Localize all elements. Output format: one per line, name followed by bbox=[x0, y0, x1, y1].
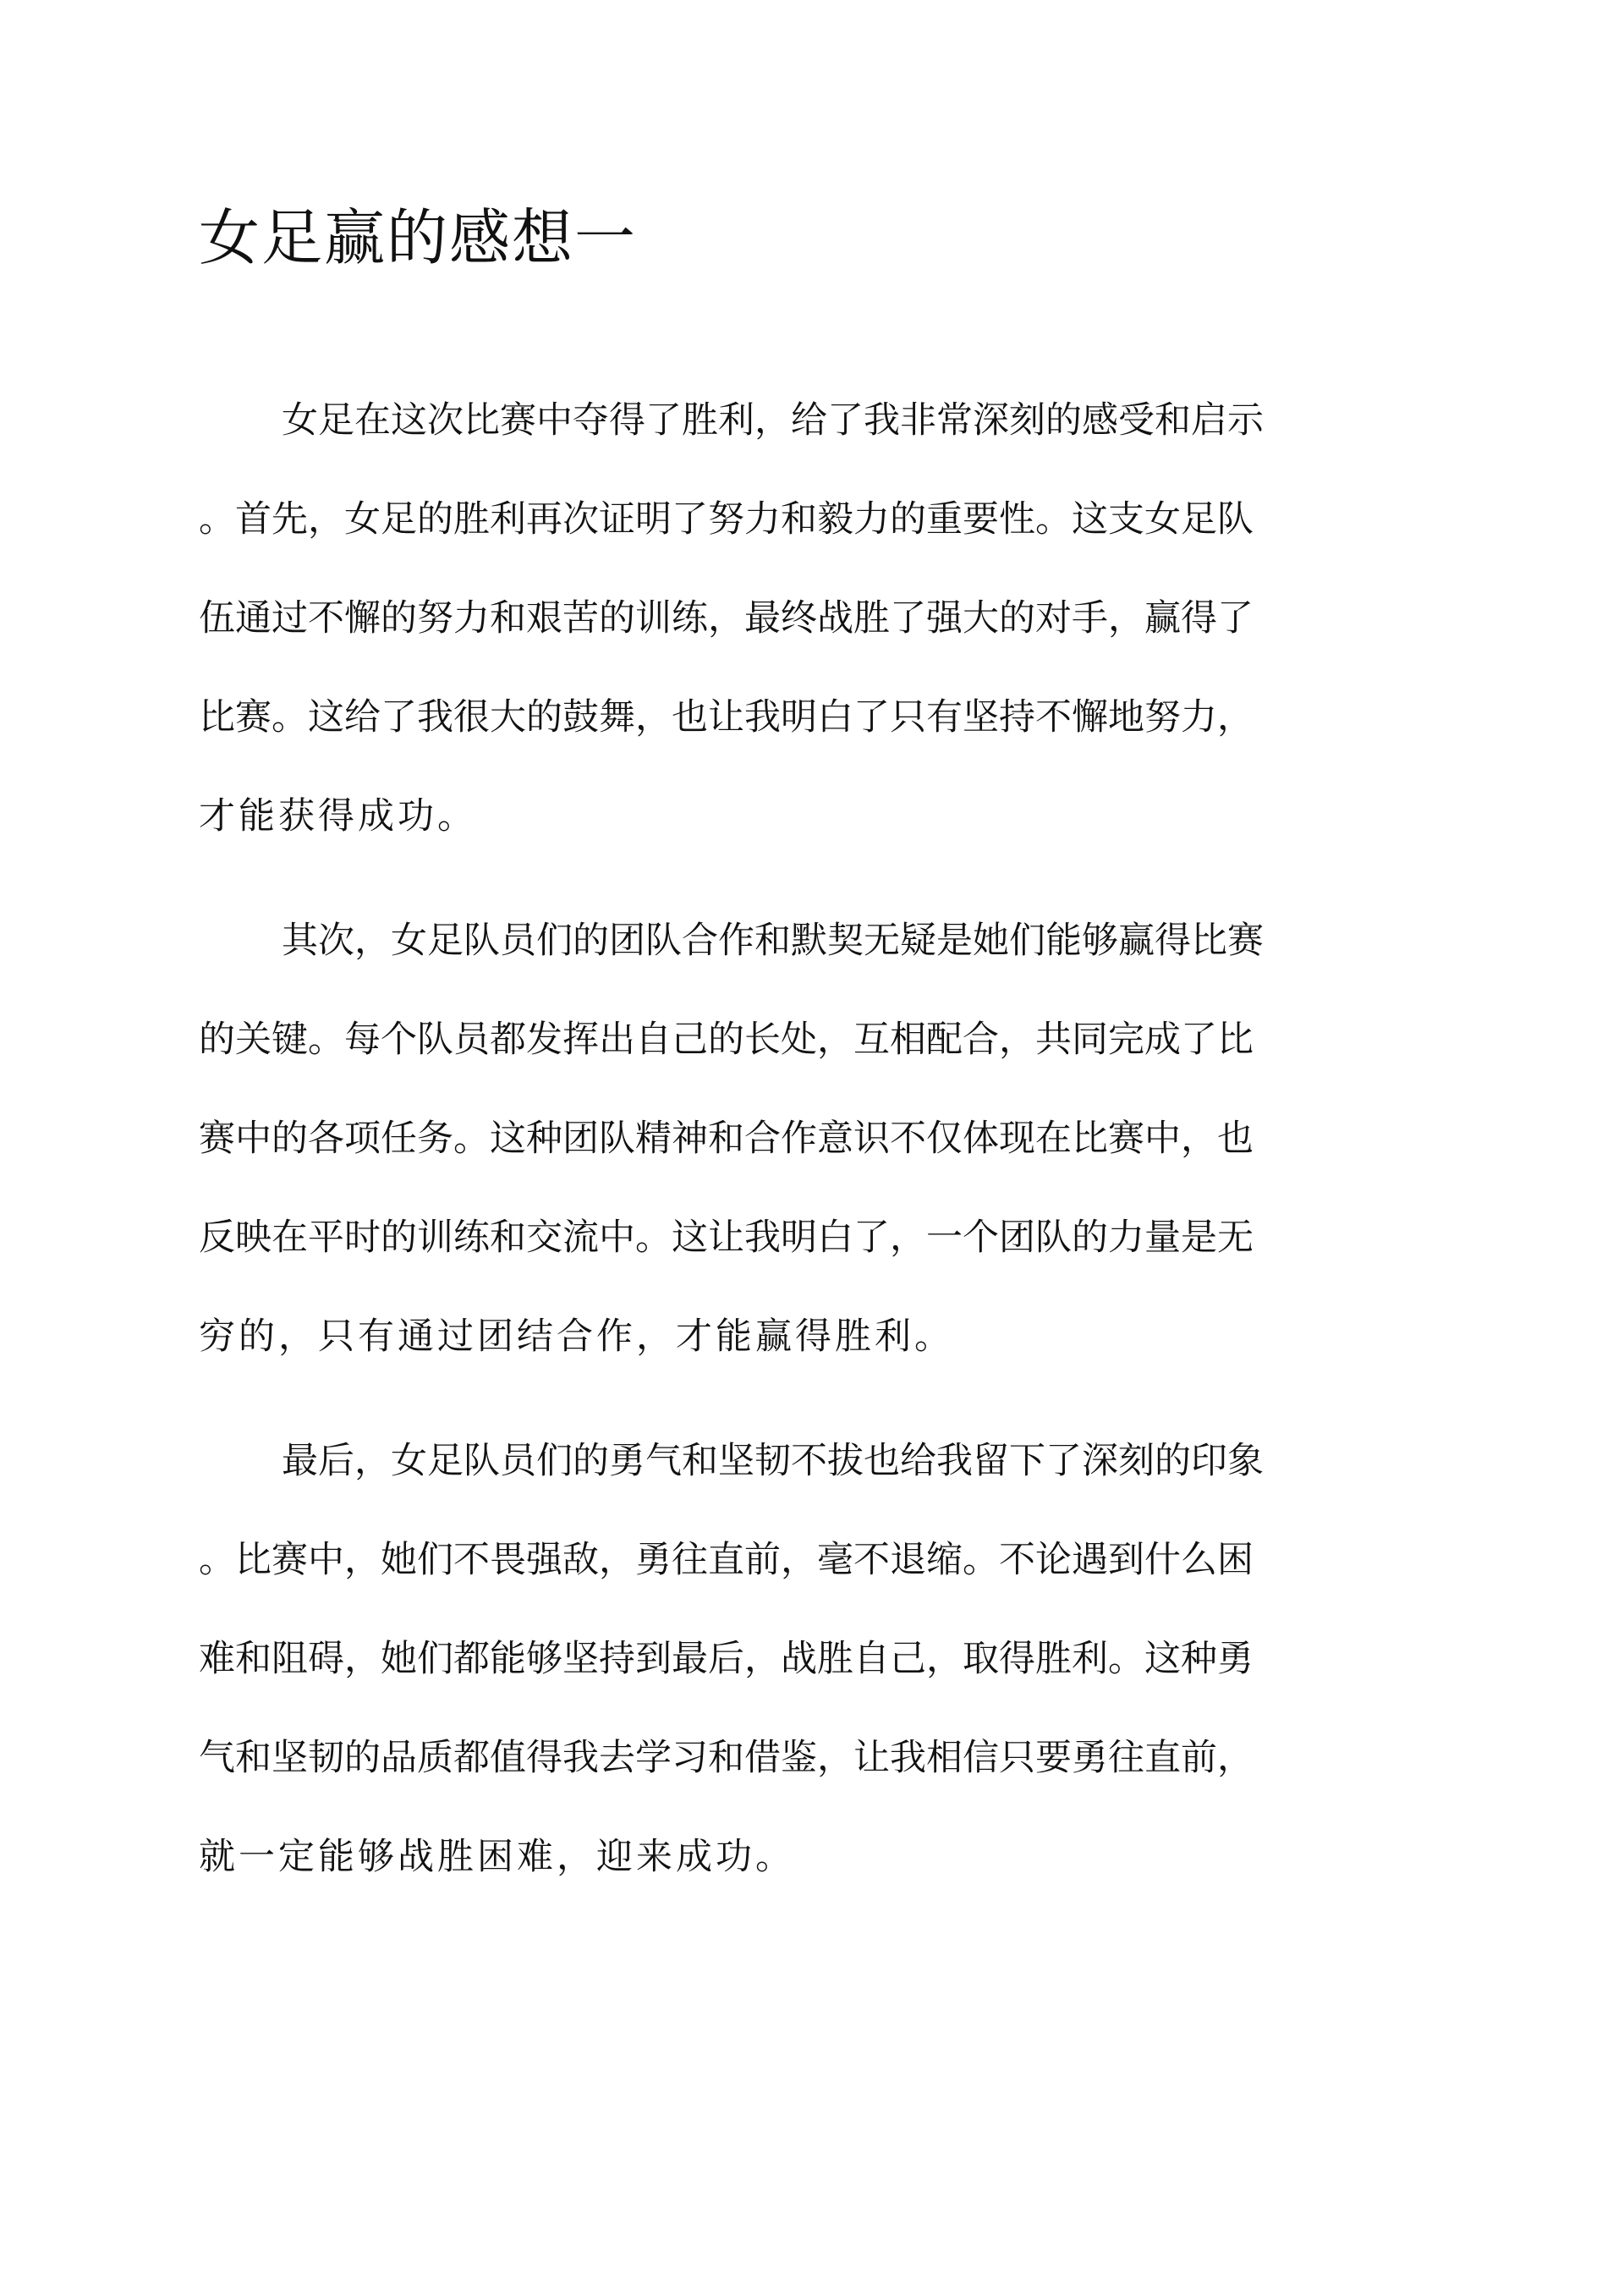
paragraph-1-line-1: 女足在这次比赛中夺得了胜利，给了我非常深刻的感受和启示 bbox=[282, 399, 1264, 442]
paragraph-2-line-3: 赛中的各项任务。这种团队精神和合作意识不仅体现在比赛中，也 bbox=[199, 1118, 1254, 1160]
paragraph-1-line-5: 才能获得成功。 bbox=[199, 795, 477, 838]
paragraph-3-line-5: 就一定能够战胜困难，迎来成功。 bbox=[199, 1836, 795, 1878]
paragraph-2-line-2: 的关键。每个队员都发挥出自己的长处，互相配合，共同完成了比 bbox=[199, 1019, 1254, 1061]
paragraph-3-line-4: 气和坚韧的品质都值得我去学习和借鉴，让我相信只要勇往直前， bbox=[199, 1737, 1254, 1779]
paragraph-3-line-2: 。比赛中，她们不畏强敌，勇往直前，毫不退缩。不论遇到什么困 bbox=[199, 1539, 1254, 1581]
paragraph-1-line-2: 。首先，女足的胜利再次证明了努力和毅力的重要性。这支女足队 bbox=[199, 498, 1254, 541]
paragraph-3-line-3: 难和阻碍，她们都能够坚持到最后，战胜自己，取得胜利。这种勇 bbox=[199, 1638, 1254, 1680]
paragraph-3-line-1: 最后，女足队员们的勇气和坚韧不拔也给我留下了深刻的印象 bbox=[282, 1440, 1264, 1482]
paragraph-2-line-4: 反映在平时的训练和交流中。这让我明白了，一个团队的力量是无 bbox=[199, 1217, 1254, 1259]
paragraph-1-line-4: 比赛。这给了我很大的鼓舞，也让我明白了只有坚持不懈地努力， bbox=[199, 696, 1254, 739]
paragraph-1-line-3: 伍通过不懈的努力和艰苦的训练，最终战胜了强大的对手，赢得了 bbox=[199, 597, 1254, 640]
document-title: 女足赢的感想一 bbox=[199, 202, 638, 273]
paragraph-2-line-5: 穷的，只有通过团结合作，才能赢得胜利。 bbox=[199, 1316, 954, 1358]
paragraph-2-line-1: 其次，女足队员们的团队合作和默契无疑是她们能够赢得比赛 bbox=[282, 920, 1264, 962]
